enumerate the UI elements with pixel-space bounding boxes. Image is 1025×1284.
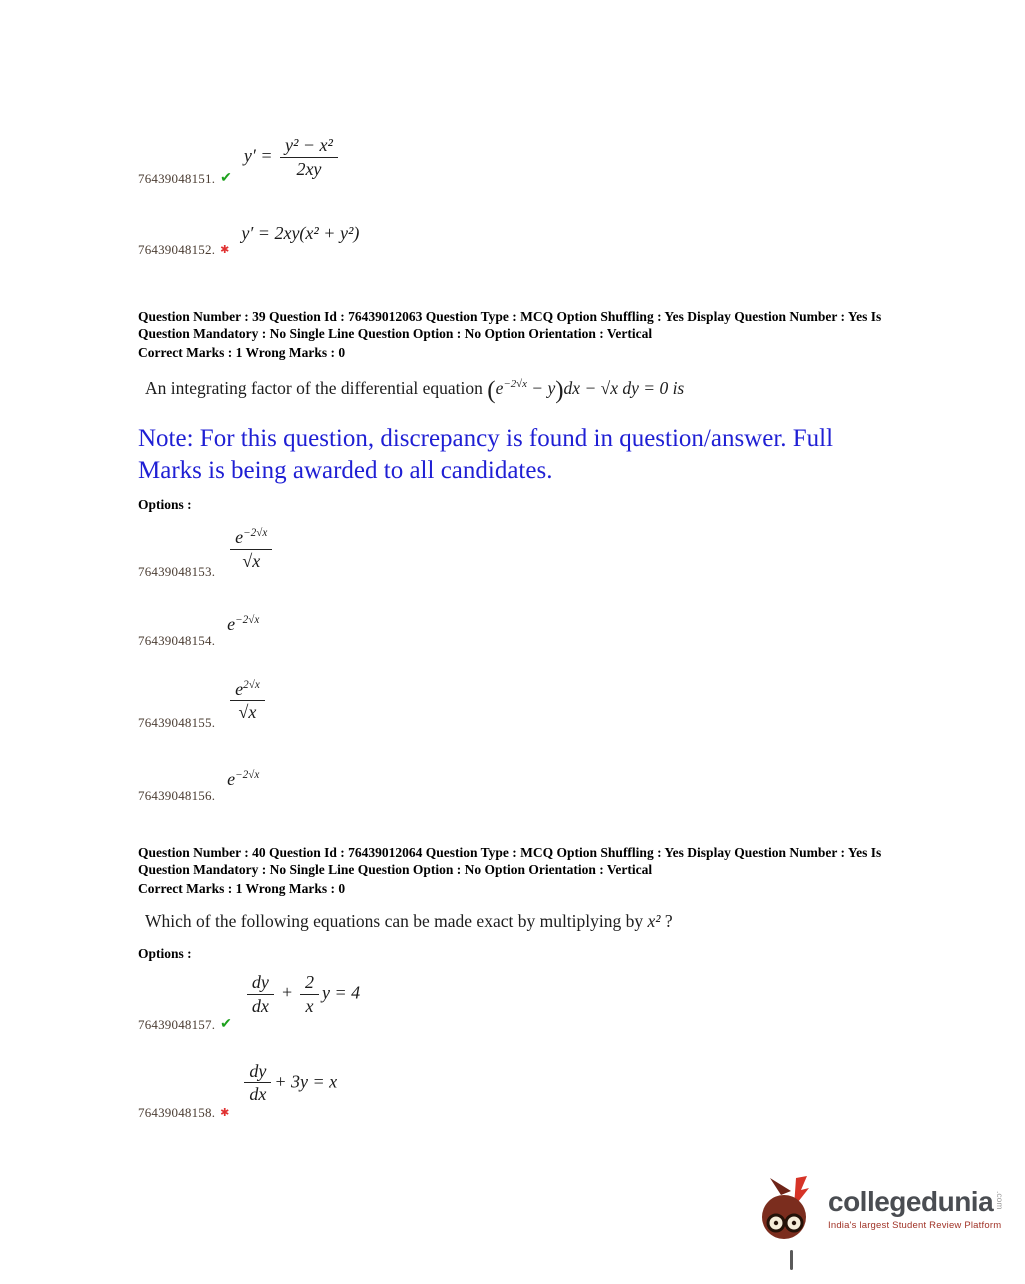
option-id: 76439048151. bbox=[138, 171, 216, 187]
fraction bbox=[247, 972, 274, 1016]
option-formula: y′ = 2xy(x² + y²) bbox=[241, 223, 360, 244]
option-row-48155 bbox=[138, 679, 900, 731]
math-base: e bbox=[495, 378, 504, 399]
wrong-answer-icon: ✱ bbox=[220, 244, 230, 257]
option-row-48152 bbox=[138, 223, 900, 258]
option-id: 76439048158. bbox=[138, 1104, 216, 1120]
metadata-line-2: Question Mandatory : No Single Line Question Option : No Option Orientation : Vertical bbox=[138, 862, 653, 878]
option-row-48156 bbox=[138, 769, 900, 804]
metadata-line-1: Question Number : 39 Question Id : 76439012063 Question Type : MCQ Option Shuffling : Yes Display Question Number : Yes Is bbox=[138, 309, 882, 325]
fraction bbox=[230, 527, 272, 571]
collegedunia-mascot-icon bbox=[760, 1176, 818, 1242]
fraction-numerator bbox=[230, 679, 265, 702]
question-39-metadata bbox=[138, 308, 900, 361]
option-formula bbox=[244, 135, 341, 179]
marks-line: Correct Marks : 1 Wrong Marks : 0 bbox=[138, 345, 346, 361]
fraction-numerator bbox=[230, 527, 272, 550]
formula-rest: + 3y = x bbox=[274, 1070, 338, 1091]
option-id: 76439048153. bbox=[138, 563, 216, 579]
logo-tail-mark bbox=[790, 1250, 793, 1270]
math-exponent: −2√x bbox=[503, 378, 527, 391]
brand-tld: .com bbox=[995, 1190, 1006, 1209]
discrepancy-note bbox=[138, 423, 900, 487]
correct-answer-icon: ✔ bbox=[220, 1016, 232, 1032]
fraction-denominator: dx bbox=[251, 995, 269, 1016]
option-id: 76439048156. bbox=[138, 788, 216, 804]
question-40-metadata bbox=[138, 844, 900, 897]
math-base: e bbox=[235, 527, 244, 548]
fraction-denominator: √x bbox=[238, 702, 257, 723]
option-row-48153 bbox=[138, 527, 900, 579]
math-exponent: −2√x bbox=[235, 613, 260, 626]
fraction bbox=[230, 679, 265, 723]
fraction-denominator: dx bbox=[249, 1084, 267, 1105]
formula-rest: y = 4 bbox=[322, 982, 361, 1003]
correct-answer-icon: ✔ bbox=[220, 171, 232, 187]
math-exponent: −2√x bbox=[235, 769, 260, 782]
options-label-q39: Options : bbox=[138, 497, 192, 513]
option-row-48158 bbox=[138, 1061, 900, 1121]
option-row-48157 bbox=[138, 972, 900, 1032]
option-id: 76439048154. bbox=[138, 632, 216, 648]
formula-lhs: y′ = bbox=[243, 145, 277, 166]
option-formula bbox=[227, 614, 259, 635]
fraction-numerator: dy bbox=[244, 1061, 271, 1084]
wrong-answer-icon: ✱ bbox=[220, 1106, 230, 1119]
fraction-numerator: 2 bbox=[300, 972, 319, 995]
option-id: 76439048155. bbox=[138, 715, 216, 731]
option-row-48151 bbox=[138, 135, 900, 187]
logo-text bbox=[828, 1185, 1006, 1231]
fraction bbox=[244, 1061, 271, 1105]
note-line-2: Marks is being awarded to all candidates. bbox=[138, 457, 553, 485]
math-rest: dx − √x dy = 0 is bbox=[563, 378, 685, 399]
option-formula bbox=[227, 769, 259, 790]
option-formula bbox=[244, 972, 360, 1016]
option-formula bbox=[227, 527, 275, 571]
fraction bbox=[280, 135, 338, 179]
question-40-text bbox=[138, 911, 900, 932]
question-39-text bbox=[138, 377, 900, 405]
fraction-denominator: √x bbox=[242, 551, 261, 572]
option-id: 76439048157. bbox=[138, 1016, 216, 1032]
math-middle: − y bbox=[526, 378, 556, 399]
metadata-line-2: Question Mandatory : No Single Line Question Option : No Option Orientation : Vertical bbox=[138, 326, 653, 342]
fraction-denominator: 2xy bbox=[296, 158, 322, 179]
fraction-numerator: dy bbox=[247, 972, 274, 995]
marks-line: Correct Marks : 1 Wrong Marks : 0 bbox=[138, 881, 346, 897]
question-prefix: Which of the following equations can be made exact by multiplying by bbox=[145, 911, 648, 932]
question-prefix: An integrating factor of the differential equation bbox=[145, 378, 488, 399]
brand-name: collegedunia bbox=[828, 1185, 994, 1217]
collegedunia-logo[interactable] bbox=[760, 1176, 1005, 1242]
option-formula bbox=[241, 1061, 337, 1105]
fraction bbox=[300, 972, 319, 1016]
options-label-q40: Options : bbox=[138, 946, 192, 962]
brand-tagline: India's largest Student Review Platform bbox=[828, 1219, 1002, 1231]
fraction-numerator: y² − x² bbox=[280, 135, 338, 158]
math-base: e bbox=[227, 769, 236, 790]
math-base: e bbox=[235, 678, 244, 699]
question-suffix: ? bbox=[660, 911, 673, 932]
open-paren: ( bbox=[487, 377, 496, 405]
option-row-48154 bbox=[138, 614, 900, 649]
close-paren: ) bbox=[555, 377, 564, 405]
question-math: x² bbox=[647, 911, 661, 932]
math-exponent: 2√x bbox=[243, 678, 260, 691]
math-base: e bbox=[227, 613, 236, 634]
metadata-line-1: Question Number : 40 Question Id : 76439012064 Question Type : MCQ Option Shuffling : Yes Display Question Number : Yes Is bbox=[138, 845, 882, 861]
option-formula bbox=[227, 679, 268, 723]
option-id: 76439048152. bbox=[138, 242, 216, 258]
math-exponent: −2√x bbox=[243, 527, 268, 540]
fraction-denominator: x bbox=[305, 995, 314, 1016]
note-line-1: Note: For this question, discrepancy is found in question/answer. Full bbox=[138, 425, 834, 453]
plus-operator: + bbox=[280, 982, 294, 1003]
